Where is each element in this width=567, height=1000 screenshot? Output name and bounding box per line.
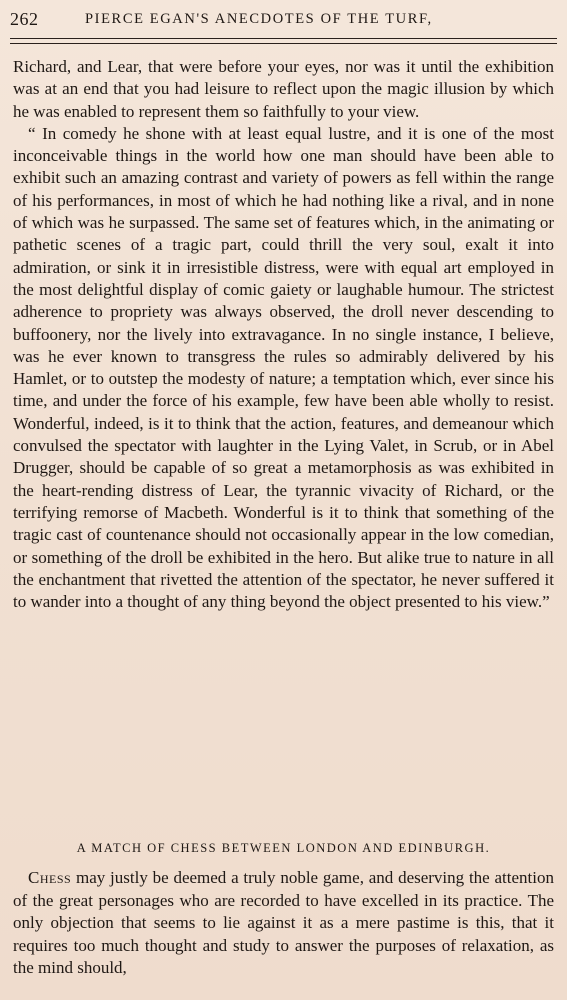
paragraph-continued: Richard, and Lear, that were before your eyes, nor was it until the exhibition was at an end that you had leisure to reflect upon the magic illusion by which he was enabled to represent them so faithfully to your view.	[13, 57, 554, 121]
section-body	[13, 867, 554, 980]
section-lead-word: Chess	[28, 868, 72, 887]
running-title: PIERCE EGAN'S ANECDOTES OF THE TURF,	[85, 11, 433, 27]
header-rule	[10, 38, 557, 44]
section-paragraph-text: may justly be deemed a truly noble game, and deserving the attention of the great personages who are recorded to have excelled in its practice. The only objection that seems to lie against it as a mere pastime is this, that it requires too much thought and study to answer the purposes of relaxation, as the mind should,	[13, 868, 554, 978]
running-head	[10, 9, 557, 31]
page-number: 262	[10, 9, 39, 29]
section-heading: A MATCH OF CHESS BETWEEN LONDON AND EDINBURGH.	[76, 841, 491, 855]
paragraph-quotation: “ In comedy he shone with at least equal lustre, and it is one of the most inconceivable things in the world how one man should have been able to exhibit such an amazing contrast and variety of powers as fell within the range of his performances, in most of which he had nothing like a rival, and in none of which was he surpassed. The same set of features which, in the animating or pathetic scenes of a tragic part, could thrill the very soul, exalt it into admiration, or sink it in irresistible distress, were with equal art employed in the most delightful display of comic gaiety or laughable humour. The strictest adherence to propriety was always observed, the droll never descending to buffoonery, nor the lively into extravagance. In no single instance, I believe, was he ever known to transgress the rules so admirably delivered by his Hamlet, or to outstep the modesty of nature; a temptation which, ever since his time, and under the force of his example, few have been able wholly to resist. Wonderful, indeed, is it to think that the action, features, and demeanour which convulsed the spectator with laughter in the Lying Valet, in Scrub, or in Abel Drugger, should be capable of so great a metamorphosis as was exhibited in the heart-rending distress of Lear, the tyrannic vivacity of Richard, or the terrifying remorse of Macbeth. Wonderful is it to think that something of the tragic cast of countenance should not occasionally appear in the low comedian, or something of the droll be exhibited in the hero. But alike true to nature in all the enchantment that rivetted the attention of the spectator, he never suffered it to wander into a thought of any thing beyond the object presented to his view.”	[13, 123, 554, 612]
body-text	[13, 56, 554, 613]
section-paragraph	[13, 867, 554, 980]
